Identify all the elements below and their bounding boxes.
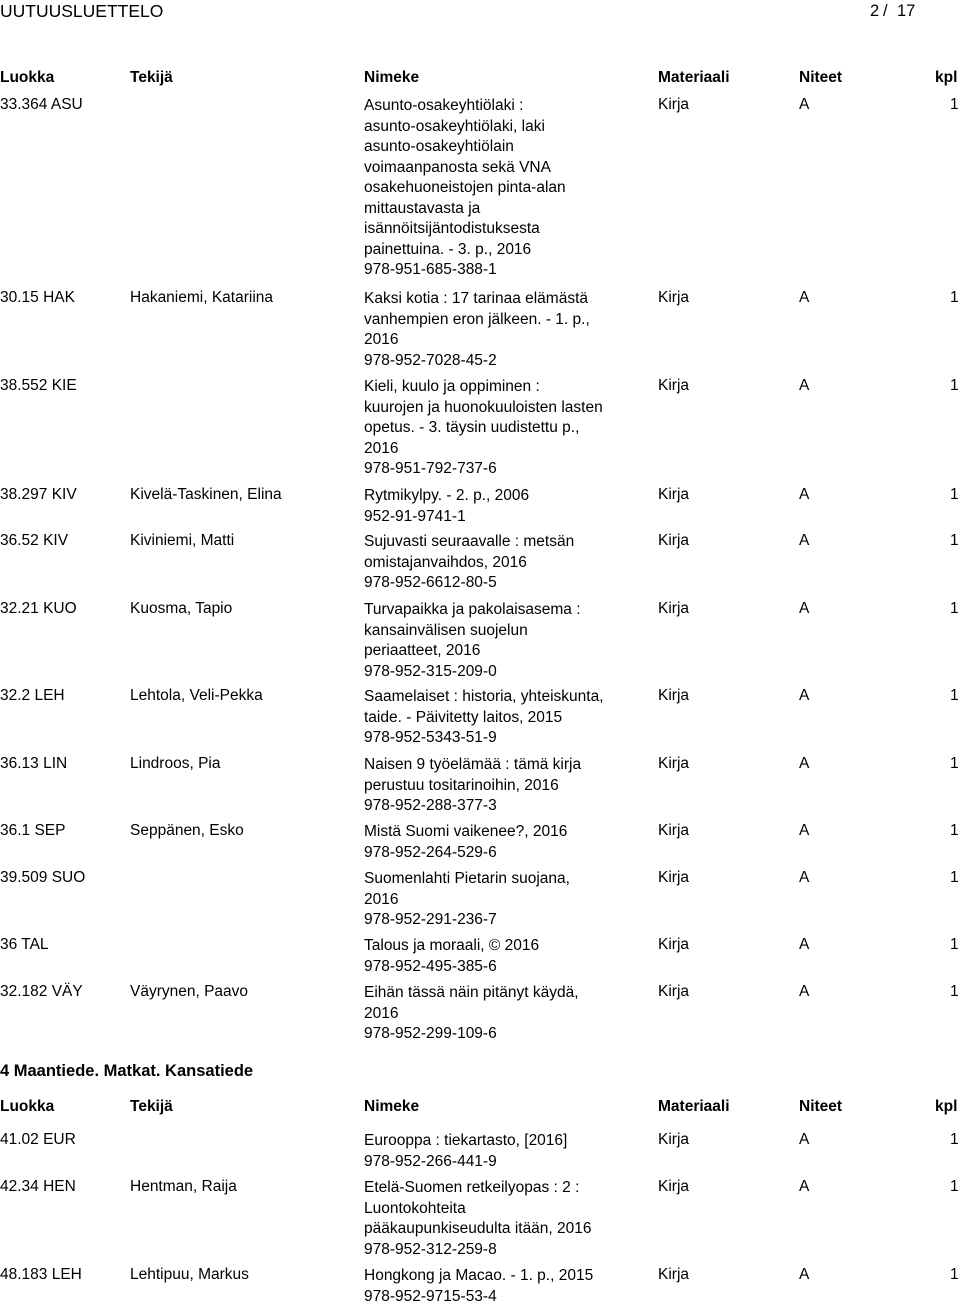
entry-title — [364, 936, 636, 977]
entry-author: Lehtola, Veli-Pekka — [130, 687, 263, 705]
entry-title — [364, 96, 636, 281]
entry-title-line: Asunto-osakeyhtiölaki : — [364, 96, 636, 117]
column-header-luokka: Luokka — [0, 69, 54, 87]
entry-author: Hentman, Raija — [130, 1178, 237, 1196]
entry-author: Väyrynen, Paavo — [130, 983, 248, 1001]
entry-title-line: 2016 — [364, 330, 636, 351]
entry-title-line: omistajanvaihdos, 2016 — [364, 553, 636, 574]
entry-material: Kirja — [658, 600, 689, 618]
entry-isbn: 978-952-291-236-7 — [364, 910, 636, 931]
page-number-total: 17 — [897, 2, 915, 21]
entry-title — [364, 983, 636, 1045]
entry-material: Kirja — [658, 755, 689, 773]
entry-count: 1 — [950, 687, 959, 705]
entry-title-line: voimaanpanosta sekä VNA — [364, 158, 636, 179]
entry-material: Kirja — [658, 486, 689, 504]
entry-isbn: 978-952-312-259-8 — [364, 1240, 636, 1261]
entry-isbn: 978-952-6612-80-5 — [364, 573, 636, 594]
entry-isbn: 978-951-792-737-6 — [364, 459, 636, 480]
entry-class: 41.02 EUR — [0, 1131, 76, 1149]
column-header-niteet: Niteet — [799, 69, 842, 87]
column-header-tekija: Tekijä — [130, 69, 173, 87]
entry-material: Kirja — [658, 1266, 689, 1284]
entry-class: 32.182 VÄY — [0, 983, 83, 1001]
entry-isbn: 978-952-264-529-6 — [364, 843, 636, 864]
entry-class: 36 TAL — [0, 936, 49, 954]
entry-title-line: painettuina. - 3. p., 2016 — [364, 240, 636, 261]
entry-material: Kirja — [658, 822, 689, 840]
entry-title-line: 2016 — [364, 890, 636, 911]
entry-copies-location: A — [799, 755, 809, 773]
entry-class: 32.2 LEH — [0, 687, 65, 705]
entry-isbn: 978-952-9715-53-4 — [364, 1287, 636, 1307]
entry-material: Kirja — [658, 687, 689, 705]
entry-author: Lehtipuu, Markus — [130, 1266, 249, 1284]
column-header-tekija: Tekijä — [130, 1098, 173, 1116]
entry-isbn: 978-952-288-377-3 — [364, 796, 636, 817]
entry-copies-location: A — [799, 486, 809, 504]
page-number-current: 2 — [870, 2, 879, 21]
entry-title-line: taide. - Päivitetty laitos, 2015 — [364, 708, 636, 729]
entry-material: Kirja — [658, 377, 689, 395]
entry-title-line: Saamelaiset : historia, yhteiskunta, — [364, 687, 636, 708]
entry-count: 1 — [950, 532, 959, 550]
entry-count: 1 — [950, 600, 959, 618]
entry-copies-location: A — [799, 289, 809, 307]
entry-material: Kirja — [658, 532, 689, 550]
entry-copies-location: A — [799, 600, 809, 618]
entry-material: Kirja — [658, 96, 689, 114]
entry-copies-location: A — [799, 96, 809, 114]
column-header-niteet: Niteet — [799, 1098, 842, 1116]
entry-count: 1 — [950, 755, 959, 773]
entry-author: Lindroos, Pia — [130, 755, 220, 773]
entry-class: 36.1 SEP — [0, 822, 66, 840]
entry-title — [364, 1178, 636, 1260]
entry-title — [364, 822, 636, 863]
entry-title — [364, 289, 636, 371]
entry-title — [364, 687, 636, 749]
document-title: UUTUUSLUETTELO — [0, 1, 163, 22]
entry-author: Kiviniemi, Matti — [130, 532, 234, 550]
entry-count: 1 — [950, 1266, 959, 1284]
entry-isbn: 978-952-5343-51-9 — [364, 728, 636, 749]
entry-count: 1 — [950, 822, 959, 840]
entry-title-line: Talous ja moraali, © 2016 — [364, 936, 636, 957]
entry-isbn: 978-952-7028-45-2 — [364, 351, 636, 372]
entry-title-line: opetus. - 3. täysin uudistettu p., — [364, 418, 636, 439]
entry-title — [364, 532, 636, 594]
entry-isbn: 978-952-315-209-0 — [364, 662, 636, 683]
entry-title-line: kuurojen ja huonokuuloisten lasten — [364, 398, 636, 419]
column-header-kpl: kpl — [935, 1098, 957, 1116]
entry-title-line: perustuu tositarinoihin, 2016 — [364, 776, 636, 797]
entry-title-line: isännöitsijäntodistuksesta — [364, 219, 636, 240]
entry-isbn: 978-952-495-385-6 — [364, 957, 636, 978]
entry-copies-location: A — [799, 822, 809, 840]
entry-copies-location: A — [799, 1178, 809, 1196]
entry-class: 32.21 KUO — [0, 600, 77, 618]
entry-title — [364, 1131, 636, 1172]
entry-author: Seppänen, Esko — [130, 822, 244, 840]
entry-copies-location: A — [799, 983, 809, 1001]
entry-title-line: Sujuvasti seuraavalle : metsän — [364, 532, 636, 553]
entry-title-line: asunto-osakeyhtiölain — [364, 137, 636, 158]
entry-title-line: pääkaupunkiseudulta itään, 2016 — [364, 1219, 636, 1240]
entry-count: 1 — [950, 377, 959, 395]
entry-class: 36.13 LIN — [0, 755, 67, 773]
entry-class: 42.34 HEN — [0, 1178, 76, 1196]
entry-title-line: Eurooppa : tiekartasto, [2016] — [364, 1131, 636, 1152]
entry-title-line: Turvapaikka ja pakolaisasema : — [364, 600, 636, 621]
section-heading: 4 Maantiede. Matkat. Kansatiede — [0, 1062, 253, 1081]
entry-title-line: Mistä Suomi vaikenee?, 2016 — [364, 822, 636, 843]
entry-count: 1 — [950, 936, 959, 954]
entry-isbn: 978-952-266-441-9 — [364, 1152, 636, 1173]
entry-count: 1 — [950, 983, 959, 1001]
entry-author: Hakaniemi, Katariina — [130, 289, 273, 307]
entry-title — [364, 755, 636, 817]
entry-class: 36.52 KIV — [0, 532, 68, 550]
entry-title-line: asunto-osakeyhtiölaki, laki — [364, 117, 636, 138]
column-header-luokka: Luokka — [0, 1098, 54, 1116]
entry-title-line: Hongkong ja Macao. - 1. p., 2015 — [364, 1266, 636, 1287]
entry-title-line: Eihän tässä näin pitänyt käydä, — [364, 983, 636, 1004]
column-header-kpl: kpl — [935, 69, 957, 87]
entry-title-line: Naisen 9 työelämää : tämä kirja — [364, 755, 636, 776]
entry-material: Kirja — [658, 936, 689, 954]
column-header-nimeke: Nimeke — [364, 1098, 419, 1116]
entry-class: 30.15 HAK — [0, 289, 75, 307]
entry-title-line: Luontokohteita — [364, 1199, 636, 1220]
entry-material: Kirja — [658, 1178, 689, 1196]
entry-title-line: vanhempien eron jälkeen. - 1. p., — [364, 310, 636, 331]
entry-count: 1 — [950, 289, 959, 307]
entry-class: 38.552 KIE — [0, 377, 77, 395]
entry-title-line: mittaustavasta ja — [364, 199, 636, 220]
entry-title — [364, 377, 636, 480]
entry-author: Kuosma, Tapio — [130, 600, 232, 618]
entry-material: Kirja — [658, 869, 689, 887]
entry-copies-location: A — [799, 1131, 809, 1149]
entry-copies-location: A — [799, 936, 809, 954]
entry-title-line: Etelä-Suomen retkeilyopas : 2 : — [364, 1178, 636, 1199]
entry-title-line: Kaksi kotia : 17 tarinaa elämästä — [364, 289, 636, 310]
entry-class: 33.364 ASU — [0, 96, 83, 114]
entry-author: Kivelä-Taskinen, Elina — [130, 486, 282, 504]
entry-count: 1 — [950, 1131, 959, 1149]
entry-count: 1 — [950, 1178, 959, 1196]
entry-class: 38.297 KIV — [0, 486, 77, 504]
entry-title-line: Suomenlahti Pietarin suojana, — [364, 869, 636, 890]
entry-copies-location: A — [799, 1266, 809, 1284]
entry-isbn: 952-91-9741-1 — [364, 507, 636, 528]
entry-title — [364, 486, 636, 527]
entry-title-line: Kieli, kuulo ja oppiminen : — [364, 377, 636, 398]
entry-isbn: 978-952-299-109-6 — [364, 1024, 636, 1045]
column-header-nimeke: Nimeke — [364, 69, 419, 87]
entry-title — [364, 1266, 636, 1307]
column-header-materiaali: Materiaali — [658, 69, 730, 87]
entry-title — [364, 869, 636, 931]
entry-material: Kirja — [658, 983, 689, 1001]
page-number-separator: / — [883, 2, 888, 21]
entry-title-line: osakehuoneistojen pinta-alan — [364, 178, 636, 199]
entry-material: Kirja — [658, 1131, 689, 1149]
entry-copies-location: A — [799, 869, 809, 887]
entry-title-line: 2016 — [364, 1004, 636, 1025]
entry-count: 1 — [950, 486, 959, 504]
entry-class: 39.509 SUO — [0, 869, 85, 887]
entry-title-line: 2016 — [364, 439, 636, 460]
entry-title-line: kansainvälisen suojelun — [364, 621, 636, 642]
entry-title — [364, 600, 636, 682]
entry-title-line: periaatteet, 2016 — [364, 641, 636, 662]
entry-count: 1 — [950, 869, 959, 887]
entry-material: Kirja — [658, 289, 689, 307]
entry-title-line: Rytmikylpy. - 2. p., 2006 — [364, 486, 636, 507]
entry-copies-location: A — [799, 532, 809, 550]
column-header-materiaali: Materiaali — [658, 1098, 730, 1116]
entry-count: 1 — [950, 96, 959, 114]
entry-copies-location: A — [799, 377, 809, 395]
entry-class: 48.183 LEH — [0, 1266, 82, 1284]
entry-copies-location: A — [799, 687, 809, 705]
entry-isbn: 978-951-685-388-1 — [364, 260, 636, 281]
